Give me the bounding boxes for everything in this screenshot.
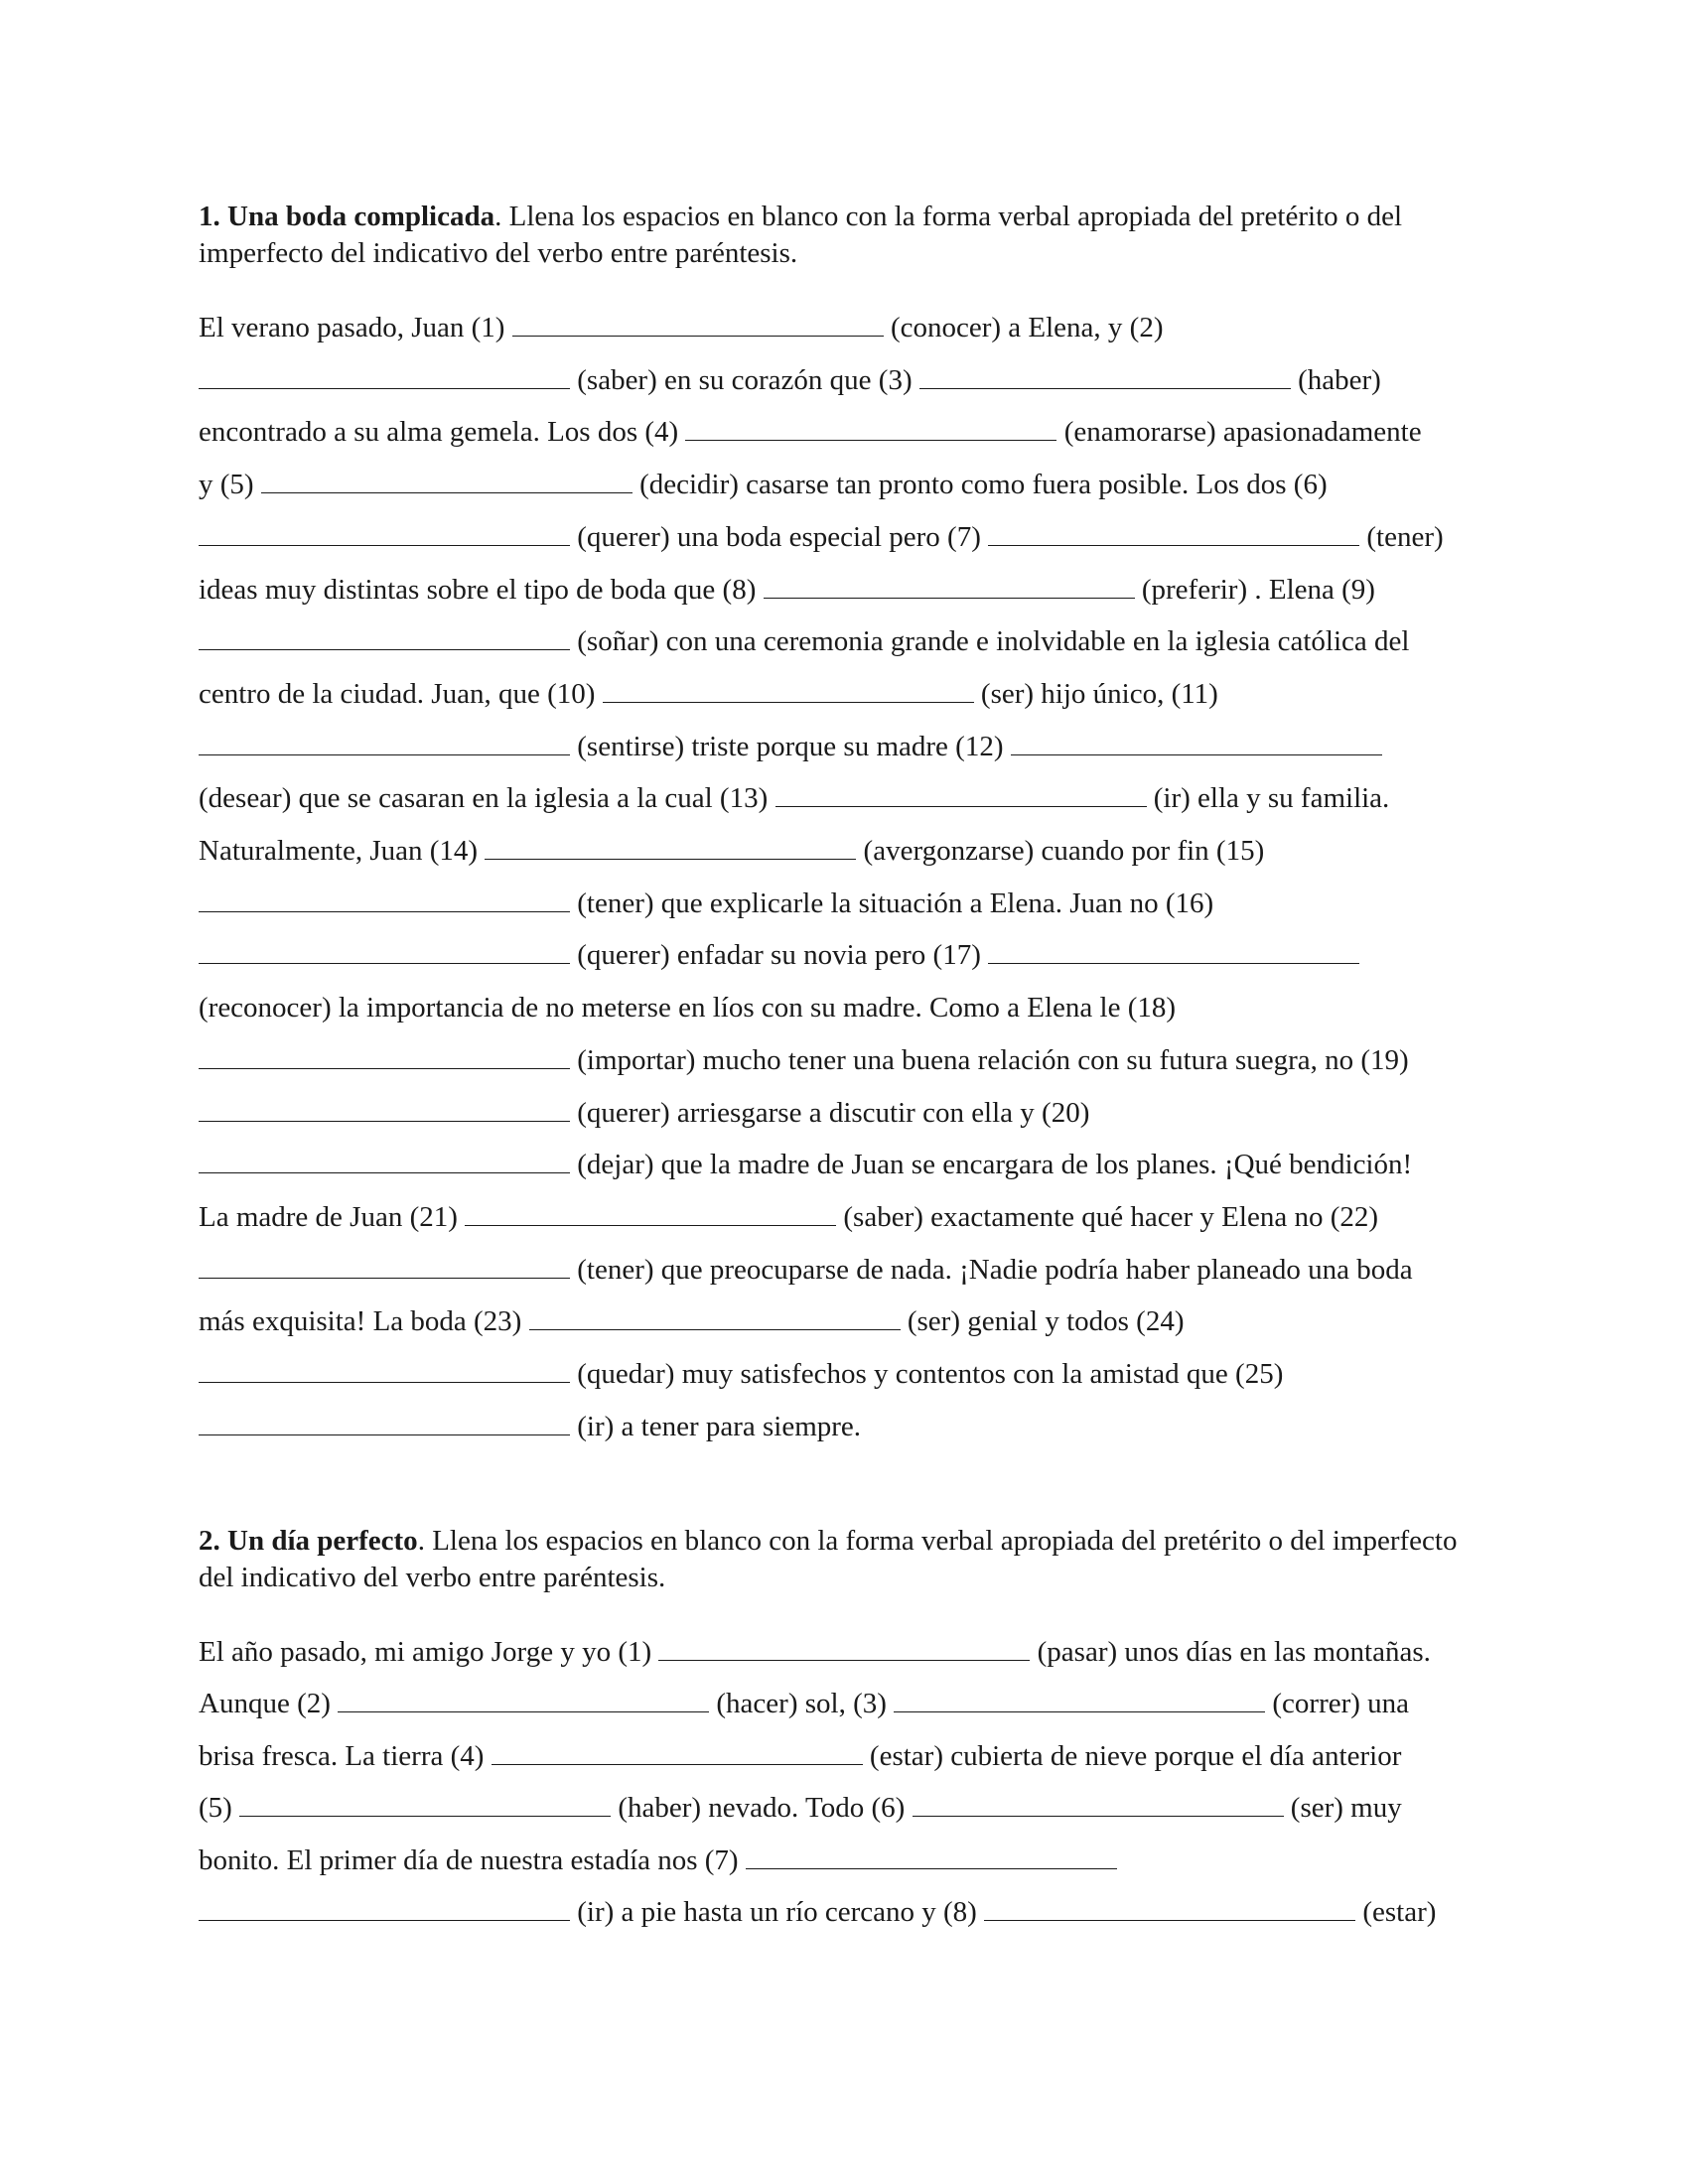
answer-blank[interactable] (338, 1688, 709, 1712)
section-2-instruction-text: . Llena los espacios en blanco con la forma verbal apropiada del pretérito o del imperfecto del indicativo del verbo entre paréntesis. (199, 1525, 1458, 1593)
exercise-text: (hacer) sol, (3) (709, 1688, 895, 1720)
answer-blank[interactable] (199, 731, 570, 755)
exercise-line (199, 414, 1422, 450)
answer-blank[interactable] (984, 1896, 1355, 1921)
answer-blank[interactable] (199, 1254, 570, 1279)
exercise-text: (querer) una boda especial pero (7) (570, 520, 989, 553)
exercise-text: (importar) mucho tener una buena relación con su futura suegra, no (19) (570, 1043, 1409, 1076)
section-1-instruction-text: . Llena los espacios en blanco con la forma verbal apropiada del pretérito o del imperfecto del indicativo del verbo entre paréntesis. (199, 201, 1403, 269)
exercise-text: (enamorarse) apasionadamente (1056, 416, 1422, 449)
answer-blank[interactable] (775, 782, 1147, 807)
exercise-line (199, 1894, 1436, 1930)
section-2-number: 2. (199, 1525, 220, 1557)
answer-blank[interactable] (199, 1411, 570, 1435)
answer-blank[interactable] (199, 1097, 570, 1122)
exercise-line (199, 1095, 1089, 1131)
section-2-heading (199, 1525, 418, 1557)
exercise-text: (reconocer) la importancia de no meterse en líos con su madre. Como a Elena le (18) (199, 992, 1177, 1024)
answer-blank[interactable] (199, 1149, 570, 1173)
exercise-line (199, 833, 1264, 869)
exercise-line (199, 310, 1163, 345)
exercise-line (199, 623, 1409, 659)
exercise-text: (5) (199, 1792, 240, 1825)
exercise-text: brisa fresca. La tierra (4) (199, 1739, 492, 1772)
answer-blank[interactable] (988, 521, 1359, 546)
exercise-text: (ir) ella y su familia. (1146, 782, 1390, 815)
exercise-line (199, 1686, 1409, 1721)
answer-blank[interactable] (199, 939, 570, 964)
exercise-text: (haber) nevado. Todo (6) (611, 1792, 913, 1825)
exercise-line (199, 780, 1389, 816)
exercise-text: (tener) (1359, 520, 1444, 553)
exercise-text: (ser) genial y todos (24) (900, 1305, 1185, 1338)
section-1-instructions (199, 199, 1489, 272)
answer-blank[interactable] (603, 678, 974, 703)
exercise-line (199, 676, 1218, 712)
answer-blank[interactable] (894, 1688, 1265, 1712)
exercise-line (199, 362, 1381, 398)
exercise-text: El verano pasado, Juan (1) (199, 312, 512, 343)
exercise-text: (saber) en su corazón que (3) (570, 363, 919, 396)
exercise-line (199, 1843, 1117, 1878)
answer-blank[interactable] (199, 1044, 570, 1069)
exercise-text: (querer) enfadar su novia pero (17) (570, 939, 989, 972)
exercise-text: (ir) a tener para siempre. (570, 1410, 862, 1442)
section-1-number: 1. (199, 201, 220, 232)
exercise-text: (ir) a pie hasta un río cercano y (8) (570, 1896, 985, 1928)
answer-blank[interactable] (199, 364, 570, 389)
exercise-text: La madre de Juan (21) (199, 1200, 466, 1233)
exercise-text: bonito. El primer día de nuestra estadía nos (7) (199, 1843, 746, 1876)
exercise-text: (preferir) . Elena (9) (1134, 573, 1375, 606)
exercise-line (199, 886, 1213, 921)
exercise-text: centro de la ciudad. Juan, que (10) (199, 677, 603, 710)
exercise-text: (quedar) muy satisfechos y contentos con la amistad que (25) (570, 1358, 1284, 1390)
exercise-text: (dejar) que la madre de Juan se encargara de los planes. ¡Qué bendición! (570, 1149, 1413, 1181)
exercise-text: (avergonzarse) cuando por fin (15) (856, 835, 1265, 867)
exercise-line (199, 1303, 1185, 1339)
exercise-text: (haber) (1290, 363, 1381, 396)
exercise-line (199, 1147, 1412, 1182)
exercise-text: El año pasado, mi amigo Jorge y yo (1) (199, 1636, 659, 1668)
exercise-text: (tener) que explicarle la situación a Elena. Juan no (16) (570, 887, 1214, 919)
exercise-line (199, 519, 1444, 555)
exercise-text: Aunque (2) (199, 1688, 339, 1720)
exercise-line (199, 1634, 1431, 1670)
exercise-line (199, 1790, 1402, 1826)
answer-blank[interactable] (1011, 731, 1382, 755)
exercise-text: ideas muy distintas sobre el tipo de boda que (8) (199, 573, 764, 606)
exercise-text: (sentirse) triste porque su madre (12) (570, 730, 1011, 762)
exercise-text: (tener) que preocuparse de nada. ¡Nadie podría haber planeado una boda (570, 1253, 1413, 1286)
answer-blank[interactable] (529, 1305, 901, 1330)
answer-blank[interactable] (764, 574, 1135, 599)
answer-blank[interactable] (913, 1792, 1284, 1817)
answer-blank[interactable] (199, 887, 570, 912)
exercise-text: más exquisita! La boda (23) (199, 1305, 529, 1338)
exercise-text: (pasar) unos días en las montañas. (1030, 1636, 1431, 1668)
answer-blank[interactable] (512, 312, 884, 337)
exercise-line (199, 1042, 1409, 1078)
exercise-line (199, 1252, 1413, 1288)
exercise-text: (desear) que se casaran en la iglesia a la cual (13) (199, 782, 775, 815)
section-1-heading (199, 201, 494, 232)
exercise-line (199, 990, 1176, 1025)
answer-blank[interactable] (746, 1844, 1117, 1869)
answer-blank[interactable] (685, 416, 1056, 441)
exercise-text: (soñar) con una ceremonia grande e inolvidable en la iglesia católica del (570, 625, 1410, 658)
exercise-text: (ser) muy (1283, 1792, 1402, 1825)
exercise-text: (querer) arriesgarse a discutir con ella y (20) (570, 1096, 1090, 1129)
answer-blank[interactable] (199, 625, 570, 650)
exercise-line (199, 572, 1375, 608)
section-2-title: Un día perfecto (227, 1525, 418, 1557)
exercise-text: (decidir) casarse tan pronto como fuera posible. Los dos (6) (632, 469, 1328, 501)
answer-blank[interactable] (988, 939, 1359, 964)
answer-blank[interactable] (199, 1358, 570, 1383)
answer-blank[interactable] (485, 835, 856, 860)
exercise-text: (ser) hijo único, (11) (973, 677, 1218, 710)
answer-blank[interactable] (199, 1896, 570, 1921)
answer-blank[interactable] (199, 521, 570, 546)
exercise-line (199, 729, 1382, 764)
section-2-instructions (199, 1523, 1489, 1596)
exercise-line (199, 467, 1328, 502)
exercise-line (199, 1199, 1378, 1235)
exercise-text: y (5) (199, 469, 261, 501)
exercise-text: (estar) (1355, 1896, 1437, 1928)
answer-blank[interactable] (919, 364, 1291, 389)
exercise-line (199, 1409, 861, 1444)
answer-blank[interactable] (261, 469, 633, 493)
answer-blank[interactable] (465, 1201, 836, 1226)
exercise-text: (correr) una (1265, 1688, 1410, 1720)
exercise-text: encontrado a su alma gemela. Los dos (4) (199, 416, 686, 449)
exercise-text: (conocer) a Elena, y (2) (883, 312, 1164, 343)
exercise-line (199, 1356, 1283, 1392)
exercise-text: (estar) cubierta de nieve porque el día anterior (862, 1739, 1402, 1772)
answer-blank[interactable] (658, 1636, 1030, 1661)
answer-blank[interactable] (239, 1792, 611, 1817)
answer-blank[interactable] (492, 1740, 863, 1765)
section-1-title: Una boda complicada (227, 201, 495, 232)
exercise-text: Naturalmente, Juan (14) (199, 835, 486, 867)
exercise-text: (saber) exactamente qué hacer y Elena no (22) (836, 1200, 1379, 1233)
exercise-line (199, 1738, 1401, 1774)
exercise-line (199, 937, 1359, 973)
